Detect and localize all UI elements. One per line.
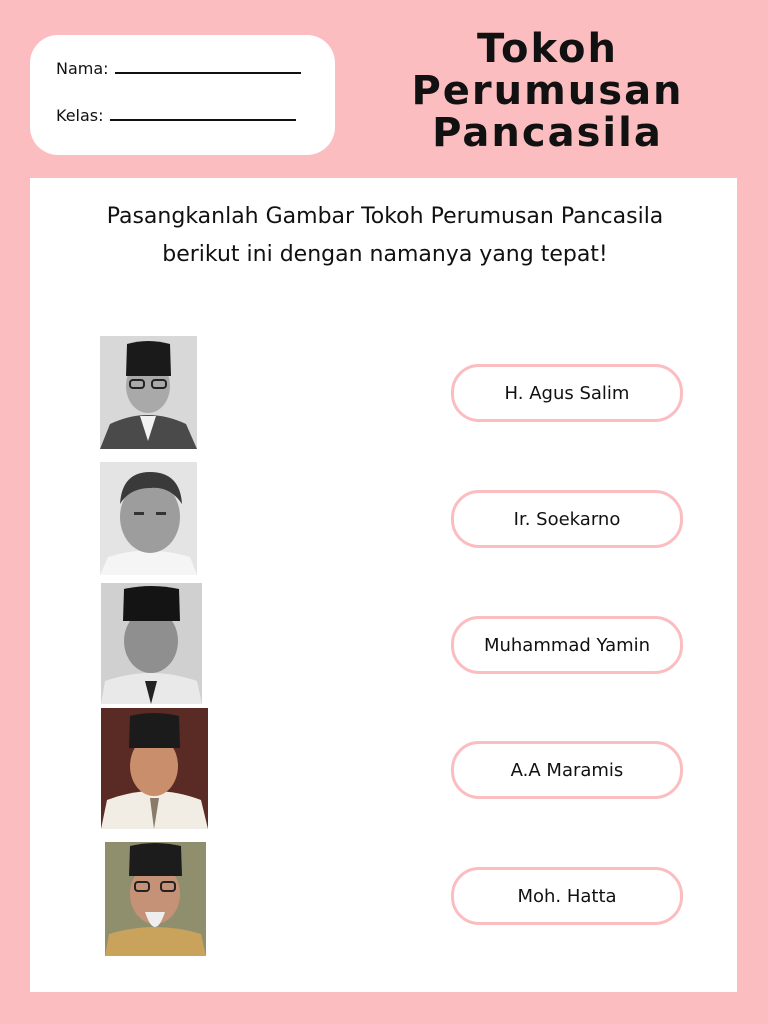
worksheet-panel [30,178,737,992]
page-title [380,28,715,154]
name-option-3[interactable]: Muhammad Yamin [451,616,683,674]
nama-label: Nama: [56,59,109,78]
title-line-1: Tokoh [477,26,618,72]
title-line-2: Perumusan [411,68,684,114]
name-option-2[interactable]: Ir. Soekarno [451,490,683,548]
portrait-photo-1[interactable] [100,336,197,449]
portrait-photo-2[interactable] [100,462,197,575]
title-line-3: Pancasila [432,110,663,156]
nama-blank-line[interactable] [115,72,301,74]
instruction-text: Pasangkanlah Gambar Tokoh Perumusan Pancasila berikut ini dengan namanya yang tepat! [106,204,664,267]
name-option-4[interactable]: A.A Maramis [451,741,683,799]
name-option-1[interactable]: H. Agus Salim [451,364,683,422]
portrait-photo-4[interactable] [101,708,208,829]
student-info-box [30,35,335,155]
kelas-label: Kelas: [56,106,104,125]
name-option-5[interactable]: Moh. Hatta [451,867,683,925]
kelas-blank-line[interactable] [110,119,296,121]
portrait-photo-3[interactable] [101,583,202,704]
kelas-field[interactable] [56,106,296,125]
portrait-photo-5[interactable] [105,842,206,956]
nama-field[interactable] [56,59,301,78]
